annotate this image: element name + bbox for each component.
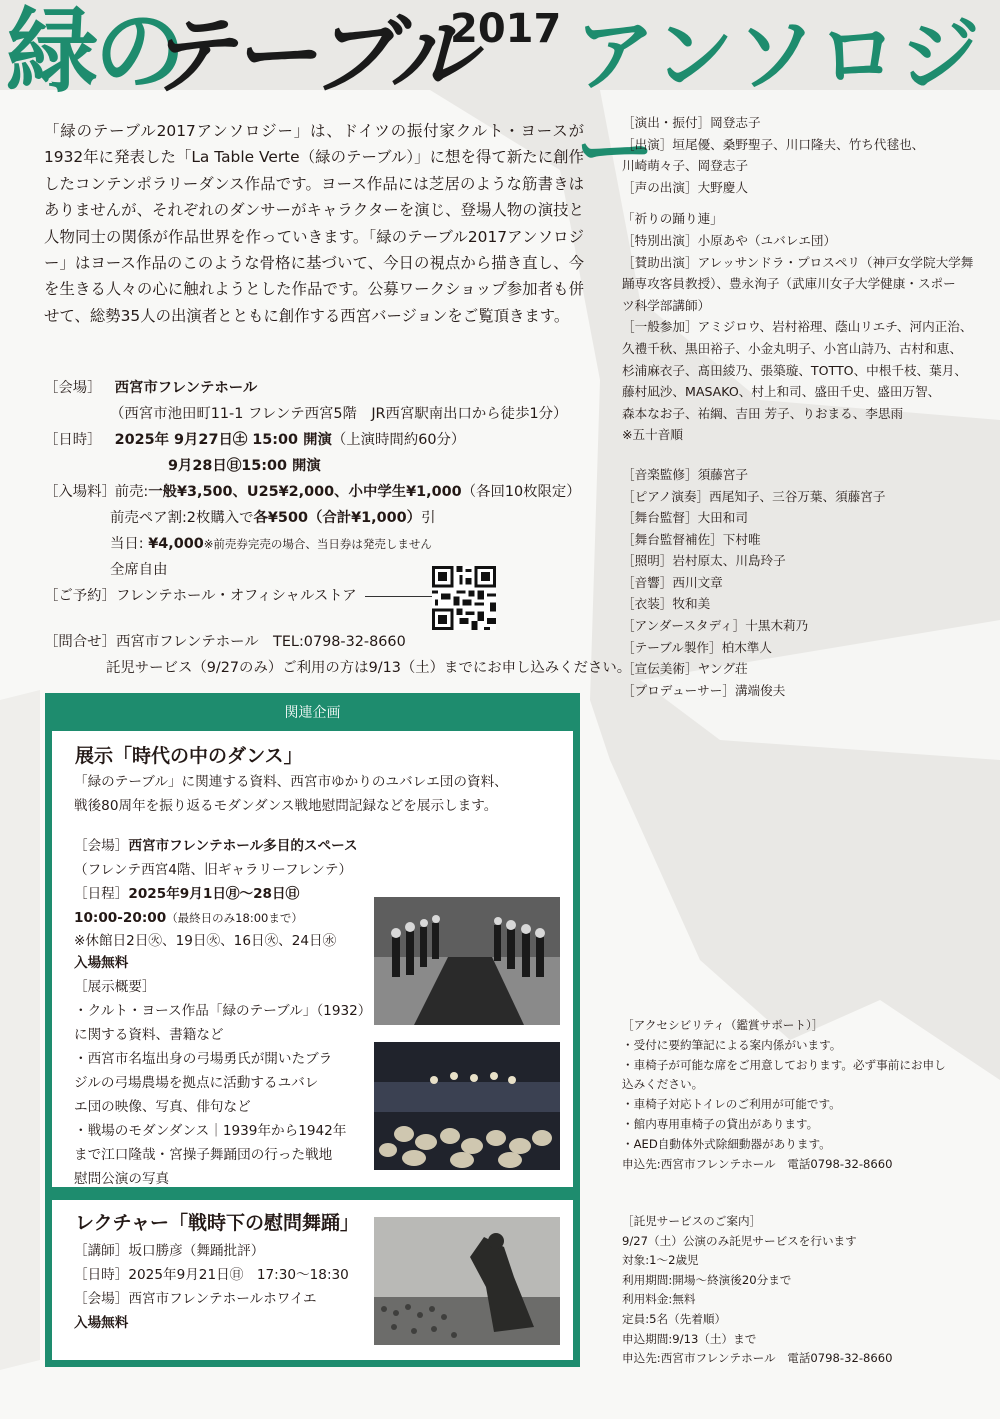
childcare-contact: 申込先:西宮市フレンテホール 電話0798-32-8660 (622, 1351, 893, 1366)
fee-row (44, 480, 581, 501)
credits-list (622, 112, 992, 701)
credit-general-4: 藤村凪沙、MASAKO、村上和司、盛田千史、盛田万智、 (622, 384, 941, 400)
pair-row (110, 506, 435, 527)
credit-music: ［音楽監修］須藤宮子 (622, 466, 748, 482)
access-line-4: ・車椅子対応トイレのご利用が可能です。 (622, 1097, 841, 1112)
door-price: ¥4,000 (148, 536, 204, 552)
dancers-table-photo (374, 897, 560, 1025)
childcare-heading: ［託児サービスのご案内］ (622, 1214, 762, 1228)
credit-voice: ［声の出演］大野慶人 (622, 179, 748, 195)
exhibition-item-7: まで江口隆哉・宮操子舞踊団の行った戦地 (74, 1147, 333, 1163)
access-line-2: ・車椅子が可能な席をご用意しております。必ず事前にお申し (622, 1057, 946, 1072)
lecture-admission: 入場無料 (74, 1315, 129, 1331)
childcare-line-4: 利用料金:無料 (622, 1292, 696, 1307)
access-line-6: ・AED自動体外式除細動器があります。 (622, 1136, 831, 1151)
lecture-lecturer: ［講師］坂口勝彦（舞踊批評） (74, 1243, 265, 1259)
contact-label: ［問合せ］ (44, 634, 116, 650)
credit-design: ［宣伝美術］ヤング荘 (622, 661, 748, 677)
date-row (44, 428, 465, 449)
credit-order-note: ※五十音順 (622, 427, 683, 443)
title-table: テーブル (148, 6, 473, 106)
exhibition-overview-label: ［展示概要］ (74, 979, 156, 995)
exhibition-desc-1: 「緑のテーブル」に関連する資料、西宮市ゆかりのユバレエ団の資料、 (74, 774, 508, 790)
credit-support-2: 踊専攻客員教授）、豊永洵子（武庫川女子大学健康・スポー (622, 276, 956, 292)
contact-row (44, 630, 406, 651)
exhibition-venue (74, 835, 358, 859)
credit-piano: ［ピアノ演奏］西尾知子、三谷万葉、須藤宮子 (622, 488, 886, 504)
door-note: ※前売券完売の場合、当日券は発売しません (203, 537, 432, 551)
exhibition-desc-2: 戦後80周年を振り返るモダンダンス戦地慰問記録などを展示します。 (74, 798, 498, 814)
credit-lighting: ［照明］岩村原太、川島玲子 (622, 553, 786, 569)
seating: 全席自由 (110, 562, 168, 578)
intro-text: 「緑のテーブル2017アンソロジー」は、ドイツの振付家クルト・ヨースが1932年に発表した「La Table Verte（緑のテーブル）」に想を得て新たに創作したコンテンポラリーダンス作品です。ヨース作品には芝居のような筋書きはありませんが、それぞれのダンサーがキャラクターを演じ、登場人物の演技と人物同士の関係が作品世界を作っていきます。「緑のテーブル2017アンソロジー」はヨース作品のこのような骨格に基づいて、今日の視点から描き直し、今を生きる人々の心に触れようとした作品です。公募ワークショップ参加者も併せて、総勢35人の出演者とともに創作する西宮バージョンをご覧頂きます。 (44, 122, 584, 325)
exhibition-venue-label: ［会場］ (74, 838, 129, 854)
exhibition-date (74, 883, 299, 907)
exhibition-closed: ※休館日2日㊋、19日㊋、16日㊋、24日㊌ (74, 933, 337, 949)
credit-assistant-sm: ［舞台監督補佐］下村唯 (622, 531, 761, 547)
exhibition-time (74, 907, 303, 931)
pair-suffix: 引 (421, 510, 436, 526)
access-line-1: ・受付に要約筆記による案内係がいます。 (622, 1037, 842, 1052)
credit-costume: ［衣装］牧和美 (622, 596, 711, 612)
venue-label: ［会場］ (44, 380, 102, 396)
credit-support-1: ［賛助出演］アレッサンドラ・プロスペリ（神戸女学院大学舞 (622, 254, 974, 270)
reserve-label: ［ご予約］ (44, 588, 116, 604)
credit-cast-2: 川崎萌々子、岡登志子 (622, 158, 748, 174)
door-prefix: 当日: (110, 536, 149, 552)
exhibition-item-3: ・西宮市名塩出身の弓場勇氏が開いたブラ (74, 1051, 333, 1067)
access-line-5: ・館内専用車椅子の貸出があります。 (622, 1116, 819, 1131)
reserve-link[interactable]: フレンテホール・オフィシャルストア (115, 588, 357, 604)
date-label: ［日時］ (44, 432, 102, 448)
credit-general-5: 森本なお子、祐綱、吉田 芳子、りおまる、李思雨 (622, 405, 904, 421)
title-midori: 緑の (6, 0, 183, 105)
credit-producer: ［プロデューサー］溝端俊夫 (622, 682, 786, 698)
fee-note: （各回10枚限定） (461, 484, 581, 500)
exhibition-item-1: ・クルト・ヨース作品「緑のテーブル」（1932） (74, 1003, 372, 1019)
childcare-line-3: 利用期間:開場～終演後20分まで (622, 1272, 792, 1287)
childcare-info (622, 1212, 982, 1369)
credit-prayer-group: 「祈りの踊り連」 (622, 211, 723, 227)
fee-label: ［入場料］ (44, 484, 116, 500)
title-anthology: アンソロジー (575, 9, 982, 198)
reserve-row (44, 584, 445, 605)
fee-main: 一般¥3,500、U25¥2,000、小中学生¥1,000 (148, 484, 462, 500)
venue-row (44, 376, 257, 397)
date-1: 2025年 9月27日㊏ 15:00 開演 (114, 432, 332, 448)
exhibition-item-6: ・戦場のモダンダンス｜1939年から1942年 (74, 1123, 347, 1139)
exhibition-title: 展示「時代の中のダンス」 (75, 745, 303, 767)
yuba-ballet-photo (374, 1042, 560, 1170)
childcare-line-2: 対象:1～2歳児 (622, 1253, 699, 1268)
access-heading: ［アクセシビリティ（鑑賞サポート）］ (622, 1018, 824, 1032)
access-contact: 申込先:西宮市フレンテホール 電話0798-32-8660 (622, 1156, 893, 1171)
credit-table-maker: ［テーブル製作］柏木準人 (622, 639, 772, 655)
credit-support-3: ツ科学部講師） (622, 297, 711, 313)
exhibition-venue-name: 西宮市フレンテホール多目的スペース (128, 838, 358, 854)
contact-text: 西宮市フレンテホール TEL:0798-32-8660 (115, 634, 406, 650)
credit-special: ［特別出演］小原あや（ユバレエ団） (622, 232, 837, 248)
credit-understudy: ［アンダースタディ］十黒木莉乃 (622, 618, 809, 634)
exhibition-date-label: ［日程］ (74, 886, 129, 902)
fee-prefix: 前売: (114, 484, 149, 500)
accessibility-info (622, 1016, 982, 1174)
childcare-note: 託児サービス（9/27のみ）ご利用の方は9/13（土）までにお申し込みください。 (106, 660, 632, 676)
credit-director: ［演出・振付］岡登志子 (622, 115, 761, 130)
pair-prefix: 前売ペア割:2枚購入で (110, 510, 254, 526)
lecture-title: レクチャー「戦時下の慰問舞踊」 (75, 1212, 360, 1234)
qr-code-icon[interactable] (432, 566, 496, 630)
pair-bold: 各¥500（合計¥1,000） (253, 510, 422, 526)
credit-stage-manager: ［舞台監督］大田和司 (622, 510, 748, 526)
venue-detail: （西宮市池田町11-1 フレンテ西宮5階 JR西宮駅南出口から徒歩1分） (110, 406, 568, 422)
exhibition-date-value: 2025年9月1日㊊～28日㊐ (128, 886, 300, 902)
title-year: 2017 (450, 6, 562, 52)
lecture-venue: ［会場］西宮市フレンテホールホワイエ (74, 1291, 317, 1307)
related-heading: 関連企画 (284, 705, 341, 721)
credit-cast-1: ［出演］垣尾優、桑野聖子、川口隆夫、竹ち代毬也、 (622, 136, 925, 152)
exhibition-venue-sub: （フレンテ西宮4階、旧ギャラリーフレンテ） (74, 862, 353, 878)
date-2: 9月28日㊐15:00 開演 (168, 458, 321, 474)
exhibition-admission: 入場無料 (74, 955, 129, 971)
childcare-line-1: 9/27（土）公演のみ託児サービスを行います (622, 1233, 857, 1248)
credit-general-1: ［一般参加］アミジロウ、岩村裕理、蔭山リエチ、河内正治、 (622, 319, 973, 335)
exhibition-item-2: に関する資料、書籍など (74, 1027, 224, 1043)
childcare-line-5: 定員:5名（先着順） (622, 1311, 727, 1326)
exhibition-time-note: （最終日のみ18:00まで） (166, 911, 303, 925)
wartime-dance-photo (374, 1217, 560, 1345)
exhibition-item-5: エ団の映像、写真、俳句など (74, 1099, 251, 1115)
credit-general-3: 杉浦麻衣子、髙田綾乃、張築璇、TOTTO、中根千枝、葉月、 (622, 362, 967, 378)
access-line-3: 込みください。 (622, 1077, 704, 1092)
lecture-date: ［日時］2025年9月21日㊐ 17:30～18:30 (74, 1267, 349, 1283)
childcare-line-6: 申込期間:9/13（土）まで (622, 1331, 757, 1346)
credit-general-2: 久禮千秋、黒田裕子、小金丸明子、小宮山詩乃、古村和恵、 (622, 340, 963, 356)
date-1-note: （上演時間約60分） (331, 432, 466, 448)
credit-sound: ［音響］西川文章 (622, 574, 723, 590)
exhibition-time-value: 10:00-20:00 (74, 910, 167, 926)
door-row (110, 532, 432, 553)
exhibition-item-4: ジルの弓場農場を拠点に活動するユバレ (74, 1075, 319, 1091)
venue-name: 西宮市フレンテホール (114, 380, 258, 396)
exhibition-item-8: 慰問公演の写真 (74, 1171, 170, 1187)
